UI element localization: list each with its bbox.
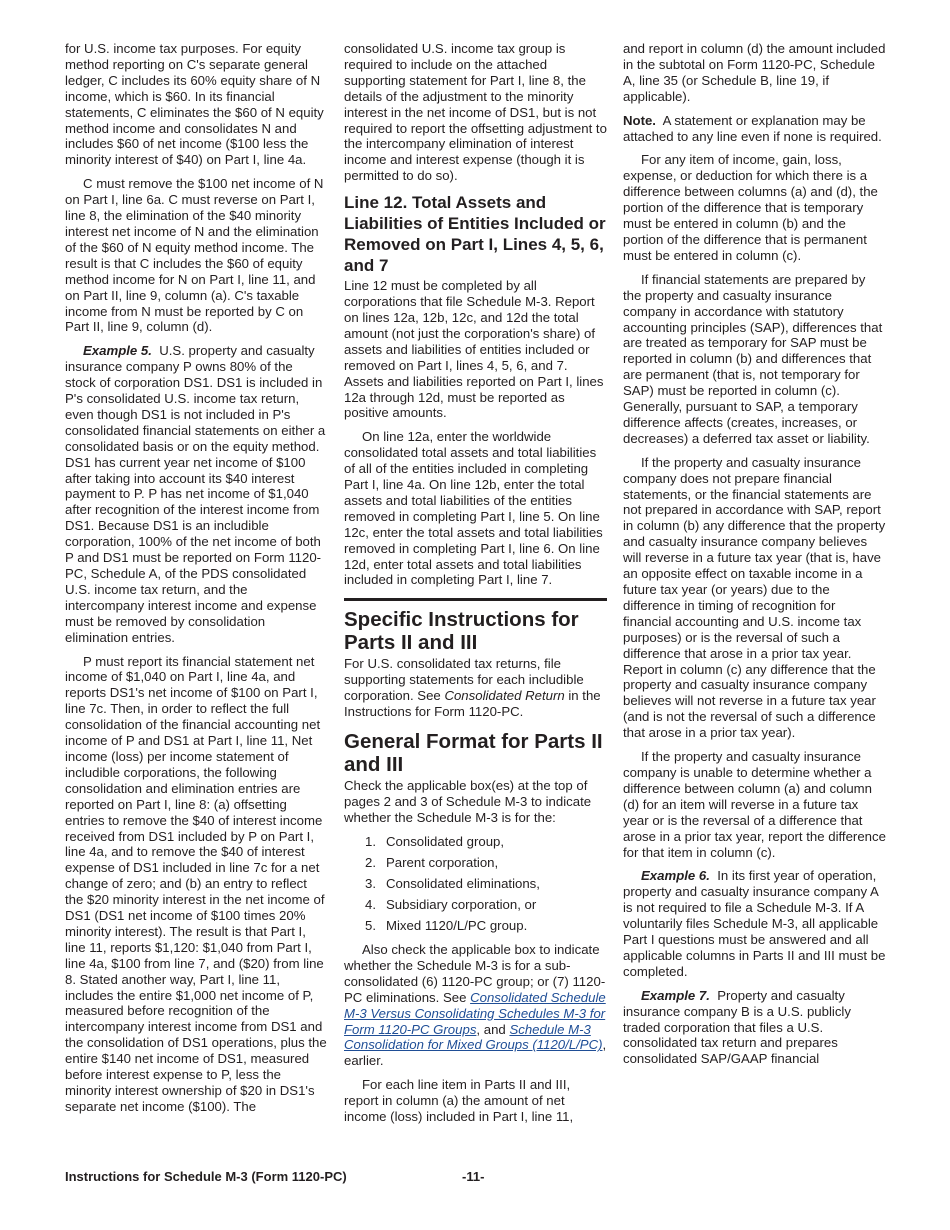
list-text: Parent corporation, — [386, 854, 499, 870]
text-run: , earlier. — [344, 1037, 607, 1069]
section-heading-line-12: Line 12. Total Assets and Liabilities of Entities Included or Removed on Part I, Lines 4, 5, 6, and 7 — [344, 193, 606, 276]
footer-title: Instructions for Schedule M-3 (Form 1120-PC) — [65, 1169, 347, 1184]
paragraph: For any item of income, gain, loss, expense, or deduction for which there is a difference between columns (a) and (d), the portion of the difference that is temporary must be entered in column (b) and the portion of the difference that is permanent must be entered in column (c). — [623, 152, 878, 263]
text-run: in the Instructions for Form 1120-PC. — [344, 688, 601, 720]
section-divider — [344, 598, 607, 601]
list-item — [365, 897, 607, 913]
link-consolidated-schedule-m3-versus[interactable]: Consolidated Schedule M-3 Versus Consolidating Schedules M-3 for Form 1120-PC Groups — [344, 989, 606, 1037]
list-text: Mixed 1120/L/PC group. — [386, 918, 528, 934]
paragraph: Check the applicable box(es) at the top of pages 2 and 3 of Schedule M-3 to indicate whether the Schedule M-3 is for the: — [344, 778, 592, 825]
link-schedule-m3-mixed-groups[interactable]: Schedule M-3 Consolidation for Mixed Groups (1120/L/PC) — [344, 1021, 603, 1053]
example-5-paragraph — [65, 343, 327, 645]
list-number: 1. — [365, 833, 376, 849]
note-paragraph — [623, 113, 887, 145]
list-item — [365, 876, 607, 892]
paragraph: P must report its financial statement net income of $1,040 on Part I, line 4a, and reports DS1's net income of $100 on Part I, line 7c. Then, in order to reflect the full consolidation of the financial accounting net income of P and DS1 at Part I, line 11, Net income (loss) per income statement of includible corporations, the following consolidation and elimination entries are reported on Part I, line 8: (a) offsetting entries to remove the $40 of interest income received from DS1 included by P on Part I, line 4a, and to remove the $40 of interest expense of DS1 included in line 7c for a net change of zero; and (b) an entry to reflect the $20 minority interest in the net income of DS1 (DS1 net income of $100 times 20% minority interest). The result is that Part I, line 11, reports $1,120: $1,040 from Part I, line 4a, $100 from line 7, and ($20) from line 8. Stated another way, Part I, line 11, includes the entire $1,000 net income of P, measured before recognition of the intercompany interest income from DS1 and the consolidation of DS1 operations, plus the entire $140 net income of DS1, measured before interest expense to P, less the minority interest ownership of $20 in DS1's separate net income ($100). The — [65, 653, 327, 1114]
list-item — [365, 834, 607, 850]
paragraph: If the property and casualty insurance company does not prepare financial statements, or the financial statements are not prepared in accordance with SAP, report in column (b) any difference that the property and casualty insurance company believes will reverse in a future tax year (that is, have an opposite effect on taxable income in a future tax year (or years) due to the difference in timing of recognition for financial accounting and U.S. income tax purposes) or is the reversal of such a difference that arose in a prior tax year. Report in column (c) any difference that the property and casualty insurance company believes will not reverse in a future tax year (and is not the reversal of such a difference that arose in a prior tax year). — [623, 454, 886, 741]
paragraph: For each line item in Parts II and III, report in column (a) the amount of net income (loss) included in Part I, line 11, — [344, 1077, 574, 1125]
example-6-paragraph — [623, 868, 887, 979]
section-heading-specific-instructions: Specific Instructions for Parts II and III — [344, 608, 579, 655]
italic-reference: Consolidated Return — [444, 688, 565, 704]
list-number: 2. — [365, 854, 376, 870]
example-label: Example 5. — [83, 343, 152, 359]
example-text: U.S. property and casualty insurance company P owns 80% of the stock of corporation DS1. DS1 is included in P's consolidated U.S. income tax return, even though DS1 is not included in P's consolidated financial statements on either a consolidated basis or on the equity method. DS1 has current year net income of $100 after taking into account its $40 interest payment to P. P has net income of $1,040 after recognition of the interest income from DS1. Because DS1 is an includible corporation, 100% of the net income of both P and DS1 must be reported on Form 1120-PC, Schedule A, of the PDS consolidated U.S. income tax return, and the intercompany interest income and expense must be removed by consolidation elimination entries. — [65, 343, 326, 645]
section-heading-general-format: General Format for Parts II and III — [344, 730, 603, 776]
list-text: Consolidated eliminations, — [386, 875, 540, 891]
example-7-paragraph — [623, 988, 887, 1068]
list-number: 4. — [365, 897, 376, 912]
paragraph: If the property and casualty insurance company is unable to determine whether a difference between column (a) and column (d) for an item will reverse in a future tax year or is the reversal of a difference that arose in a prior tax year, report the difference for that item in column (c). — [623, 749, 886, 860]
column-3 — [623, 41, 887, 1075]
example-text: In its first year of operation, property and casualty insurance company A is not required to file a Schedule M-3. If A voluntarily files Schedule M-3, all applicable Part I questions must be answered and all applicable columns in Parts II and III must be completed. — [623, 868, 886, 979]
text-run: For U.S. consolidated tax returns, file supporting statements for each includible corporation. See — [344, 656, 584, 704]
list-item — [365, 855, 607, 871]
page-number: -11- — [462, 1169, 485, 1184]
column-1 — [65, 41, 327, 1123]
list-number: 3. — [365, 875, 376, 891]
list-text: Consolidated group, — [386, 833, 505, 849]
list-item — [365, 918, 607, 934]
note-label: Note. — [623, 112, 656, 128]
text-run: , and — [476, 1021, 506, 1037]
list-number: 5. — [365, 918, 376, 934]
paragraph: for U.S. income tax purposes. For equity method reporting on C's separate general ledger, C includes its 60% equity share of N income, which is $60. In its financial statements, C eliminates the $60 of N equity method income and consolidates N and includes $60 of net income ($100 less the minority interest of $40) on Part I, line 4a. — [65, 41, 324, 168]
note-text: A statement or explanation may be attached to any line even if none is required. — [623, 112, 882, 144]
paragraph — [344, 656, 607, 720]
paragraph: and report in column (d) the amount included in the subtotal on Form 1120-PC, Schedule A, line 35 (or Schedule B, line 19, if applicable). — [623, 41, 886, 104]
paragraph — [344, 942, 607, 1069]
column-2 — [344, 41, 607, 1133]
list-text: Subsidiary corporation, or — [386, 897, 537, 912]
paragraph: If financial statements are prepared by the property and casualty insurance company in accordance with statutory accounting principles (SAP), differences that are treated as temporary for SAP must be reported in column (b) and differences that are permanent (that is, not temporary for SAP) must be reported in column (c). Generally, pursuant to SAP, a temporary difference affects (creates, increases, or decreases) a deferred tax asset or liability. — [623, 271, 883, 446]
example-label: Example 6. — [641, 868, 710, 884]
example-label: Example 7. — [641, 987, 710, 1003]
page-footer — [65, 1169, 887, 1187]
paragraph: consolidated U.S. income tax group is required to include on the attached supporting statement for Part I, line 8, the details of the adjustment to the minority interest in the net income of DS1, but is not required to report the offsetting adjustment to the intercompany elimination of interest income and interest expense (though it is permitted to do so). — [344, 41, 607, 184]
paragraph: Line 12 must be completed by all corporations that file Schedule M-3. Report on lines 12a, 12b, 12c, and 12d the total amount (not just the corporation's share) of assets and liabilities of entities included or removed on Part I, lines 4, 5, 6, and 7. Assets and liabilities reported on Part I, lines 12a through 12d, must be reported as positive amounts. — [344, 278, 604, 421]
paragraph: C must remove the $100 net income of N on Part I, line 6a. C must reverse on Part I, line 8, the elimination of the $40 minority interest net income of N and the elimination of the $60 of N equity method income. The result is that C includes the $60 of equity method income for N on Part I, line 11, and on Part II, line 9, column (a). C's taxable income from N must be reported by C on Part II, line 9, column (d). — [65, 176, 324, 335]
text-run: Also check the applicable box to indicate whether the Schedule M-3 is for a sub-consolidated (6) 1120-PC group; or (7) 1120-PC eliminations. See — [344, 942, 606, 1005]
example-text: Property and casualty insurance company B is a U.S. publicly traded corporation that files a U.S. consolidated tax return and prepares consolidated SAP/GAAP financial — [623, 987, 851, 1067]
box-list — [344, 834, 607, 934]
paragraph: On line 12a, enter the worldwide consolidated total assets and total liabilities of all of the entities included in completing Part I, line 4a. On line 12b, enter the total assets and total liabilities of the entities removed in completing Part I, line 5. On line 12c, enter the total assets and total liabilities removed in completing Part I, line 6. On line 12d, enter total assets and total liabilities included in completing Part I, line 7. — [344, 429, 603, 588]
